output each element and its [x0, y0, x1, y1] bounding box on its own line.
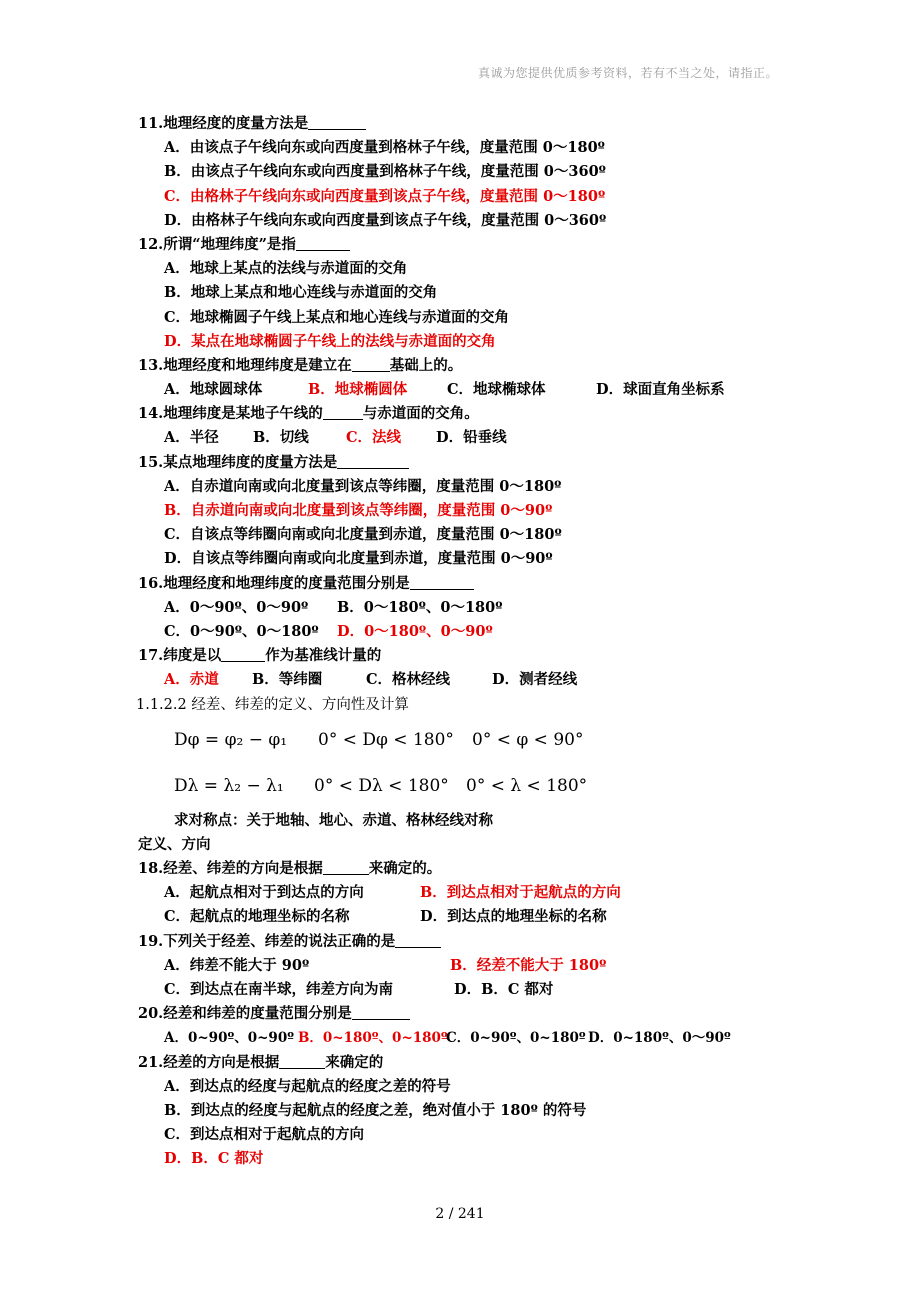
- options-18-row2: [138, 905, 778, 929]
- option-17c: C．格林经线: [366, 671, 451, 689]
- answer-blank: [395, 931, 441, 948]
- option-13b-answer: B．地球椭圆体: [308, 381, 408, 399]
- option-20d: D．0~180º、0～90º: [588, 1030, 731, 1047]
- question-20: 20.经差和纬差的度量范围分别是: [138, 1002, 778, 1026]
- answer-blank: [337, 452, 409, 469]
- answer-blank: [323, 403, 363, 420]
- formula-term: 0° < Dφ < 180°: [318, 729, 454, 750]
- formula-latitude-difference: [138, 717, 778, 763]
- option-12d-answer: D．某点在地球椭圆子午线上的法线与赤道面的交角: [164, 332, 496, 350]
- question-12: 12.所谓“地理纬度”是指: [138, 233, 778, 257]
- options-13: [138, 378, 778, 402]
- note-definition: 定义、方向: [138, 835, 211, 853]
- option-17a-answer: A．赤道: [164, 671, 219, 689]
- page-number: 2 / 241: [435, 1206, 485, 1222]
- option-13d: D．球面直角坐标系: [596, 381, 725, 399]
- option-14a: A．半径: [164, 429, 219, 447]
- options-17: [138, 668, 778, 692]
- option-11d: D．由格林子午线向东或向西度量到该点子午线，度量范围 0～360º: [164, 211, 607, 229]
- option-21d-answer: D．B．C 都对: [164, 1150, 264, 1168]
- option-18b-answer: B．到达点相对于起航点的方向: [420, 884, 621, 902]
- formula-term: Dλ = λ₂ − λ₁: [174, 775, 284, 796]
- option-18c: C．起航点的地理坐标的名称: [164, 908, 350, 926]
- answer-blank: [296, 234, 350, 251]
- option-19c: C．到达点在南半球，纬差方向为南: [164, 981, 394, 998]
- question-list: [138, 112, 778, 1172]
- option-16a: A．0～90º、0～90º: [164, 598, 309, 616]
- option-13a: A．地球圆球体: [164, 381, 263, 399]
- option-17b: B．等纬圈: [252, 671, 323, 689]
- question-14: 14.地理纬度是某地子午线的 与赤道面的交角。: [138, 405, 479, 423]
- answer-blank: [352, 355, 390, 372]
- options-18-row1: [138, 881, 778, 905]
- option-20a: A．0~90º、0~90º: [164, 1030, 294, 1047]
- formula-term: 0° < Dλ < 180°: [314, 775, 449, 796]
- option-21b: B．到达点的经度与起航点的经度之差，绝对值小于 180º 的符号: [164, 1101, 587, 1119]
- answer-blank: [221, 645, 265, 662]
- option-19d: D．B．C 都对: [454, 981, 554, 998]
- option-18d: D．到达点的地理坐标的名称: [420, 908, 607, 926]
- option-13c: C．地球椭球体: [447, 381, 546, 399]
- option-14c-answer: C．法线: [346, 429, 402, 447]
- formula-term: Dφ = φ₂ − φ₁: [174, 729, 288, 750]
- options-16-row1: [138, 596, 778, 620]
- option-11b: B．由该点子午线向东或向西度量到格林子午线，度量范围 0～360º: [164, 163, 606, 181]
- answer-blank: [323, 858, 369, 875]
- option-15b-answer: B．自赤道向南或向北度量到该点等纬圈，度量范围 0～90º: [164, 502, 553, 519]
- option-12b: B．地球上某点和地心连线与赤道面的交角: [164, 284, 438, 302]
- option-11c-answer: C．由格林子午线向东或向西度量到该点子午线，度量范围 0～180º: [164, 187, 606, 205]
- option-21a: A．到达点的经度与起航点的经度之差的符号: [164, 1077, 451, 1095]
- question-11: 11.地理经度的度量方法是: [138, 112, 778, 136]
- option-15d: D．自该点等纬圈向南或向北度量到赤道，度量范围 0～90º: [164, 550, 553, 568]
- option-14d: D．铅垂线: [436, 429, 507, 447]
- option-14b: B．切线: [253, 429, 309, 447]
- section-heading: 1.1.2.2 经差、纬差的定义、方向性及计算: [136, 696, 409, 713]
- option-18a: A．起航点相对于到达点的方向: [164, 884, 364, 902]
- options-20: [138, 1026, 778, 1050]
- options-19-row1: [138, 954, 778, 978]
- formula-term: 0° < φ < 90°: [472, 729, 584, 750]
- options-19-row2: [138, 978, 778, 1002]
- options-14: [138, 426, 778, 450]
- option-11a: A．由该点子午线向东或向西度量到格林子午线，度量范围 0～180º: [164, 139, 605, 157]
- option-16d-answer: D．0～180º、0～90º: [337, 622, 493, 640]
- option-15a: A．自赤道向南或向北度量到该点等纬圈，度量范围 0～180º: [164, 477, 562, 495]
- answer-blank: [410, 573, 474, 590]
- question-17: 17.纬度是以 作为基准线计量的: [138, 647, 382, 665]
- option-12a: A．地球上某点的法线与赤道面的交角: [164, 260, 408, 278]
- question-15: 15.某点地理纬度的度量方法是: [138, 451, 778, 475]
- option-17d: D．测者经线: [492, 671, 578, 689]
- question-18: 18.经差、纬差的方向是根据 来确定的。: [138, 860, 442, 878]
- option-16b: B．0～180º、0～180º: [337, 598, 503, 616]
- option-19a: A．纬差不能大于 90º: [164, 956, 310, 974]
- question-21: 21.经差的方向是根据 来确定的: [138, 1053, 384, 1071]
- header-watermark: 真诚为您提供优质参考资料，若有不当之处，请指正。: [477, 66, 778, 80]
- option-20c: C．0~90º、0~180º: [446, 1030, 586, 1047]
- option-19b-answer: B．经差不能大于 180º: [450, 956, 607, 974]
- question-13: 13.地理经度和地理纬度是建立在 基础上的。: [138, 356, 463, 374]
- formula-longitude-difference: [138, 763, 778, 809]
- answer-blank: [352, 1003, 410, 1020]
- question-19: 19.下列关于经差、纬差的说法正确的是: [138, 930, 778, 954]
- options-16-row2: [138, 620, 778, 644]
- option-21c: C．到达点相对于起航点的方向: [164, 1126, 365, 1144]
- option-20b-answer: B．0~180º、0~180º: [298, 1030, 448, 1047]
- answer-blank: [308, 113, 366, 130]
- option-12c: C．地球椭圆子午线上某点和地心连线与赤道面的交角: [164, 308, 510, 326]
- option-16c: C．0～90º、0～180º: [164, 622, 319, 640]
- question-16: 16.地理经度和地理纬度的度量范围分别是: [138, 572, 778, 596]
- answer-blank: [279, 1052, 325, 1069]
- note-symmetric-point: 求对称点：关于地轴、地心、赤道、格林经线对称: [174, 811, 493, 829]
- option-15c: C．自该点等纬圈向南或向北度量到赤道，度量范围 0～180º: [164, 526, 562, 544]
- formula-term: 0° < λ < 180°: [466, 775, 588, 796]
